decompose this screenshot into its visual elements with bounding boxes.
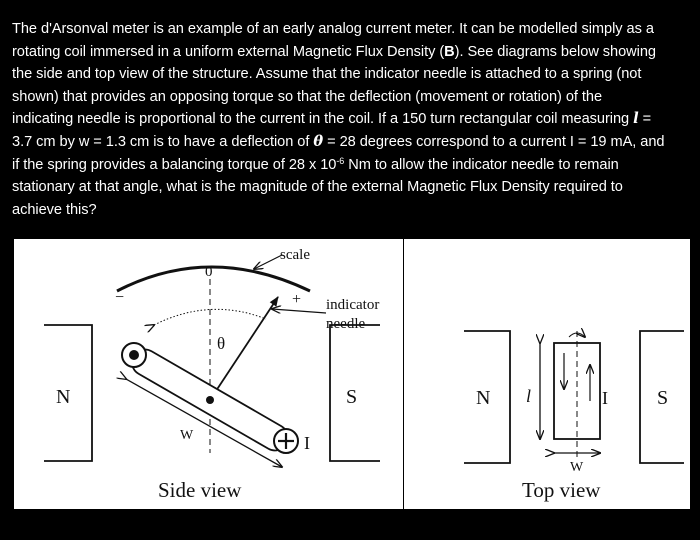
- scale-label: scale: [280, 247, 310, 263]
- side-width-label: W: [180, 428, 194, 443]
- needle-label-line-1: indicator: [326, 297, 380, 313]
- top-north-pole-label: N: [476, 387, 491, 409]
- exponent: -6: [336, 155, 345, 166]
- problem-line-2: rotating coil immersed in a uniform external Magnetic Flux Density (B). See diagrams below showing: [12, 43, 657, 60]
- scale-pointer-arrow: [254, 255, 282, 269]
- problem-line-9: achieve this?: [12, 201, 97, 218]
- problem-line-7: if the spring provides a balancing torque of 28 x $10^{-6}$ Nm to allow the indicator needle to remain: [12, 155, 619, 173]
- top-view-caption: Top view: [522, 478, 601, 502]
- top-width-label: W: [570, 460, 584, 475]
- problem-line-3: the side and top view of the structure. Assume that the indicator needle is attached to a spring (not: [12, 66, 642, 83]
- problem-line-1: The d'Arsonval meter is an example of an early analog current meter. It can be modelled simply as a: [12, 21, 654, 37]
- top-view-panel: [404, 239, 690, 509]
- scale-arc: [117, 267, 310, 291]
- side-view-panel: [14, 239, 403, 509]
- problem-line-5: indicating needle is proportional to the current in the coil. If a 150 turn rectangular coil measuring l =: [12, 110, 652, 128]
- length-symbol: l: [633, 110, 639, 128]
- scale-minus-label: −: [115, 289, 125, 306]
- top-current-label: I: [602, 388, 608, 408]
- problem-line-4: shown) that provides an opposing torque so that the deflection (movement or rotation) of the: [12, 88, 603, 105]
- top-view-diagram: [404, 239, 690, 509]
- problem-line-8: stationary at that angle, what is the magnitude of the external Magnetic Flux Density required to: [12, 179, 623, 196]
- north-pole-label: N: [56, 386, 71, 408]
- scale-zero-label: 0: [205, 264, 213, 280]
- problem-line-6: 3.7 cm by w = 1.3 cm is to have a deflection of θ = 28 degrees correspond to a current I = 19 mA, and: [12, 132, 665, 150]
- theta-symbol: θ: [313, 132, 324, 150]
- scale-plus-label: +: [292, 291, 302, 308]
- side-view-caption: Side view: [158, 478, 242, 502]
- flux-density-symbol: B: [444, 43, 455, 60]
- side-current-label: I: [304, 433, 310, 453]
- theta-label: θ: [217, 334, 226, 353]
- top-south-pole-label: S: [657, 387, 669, 409]
- top-length-label: l: [526, 386, 532, 406]
- pivot-point: [206, 396, 214, 404]
- side-view-diagram: [14, 239, 403, 509]
- needle-label-line-2: needle: [326, 316, 366, 332]
- needle-label-arrow: [272, 309, 326, 313]
- south-pole-label: S: [346, 386, 358, 408]
- problem-statement: [12, 18, 698, 221]
